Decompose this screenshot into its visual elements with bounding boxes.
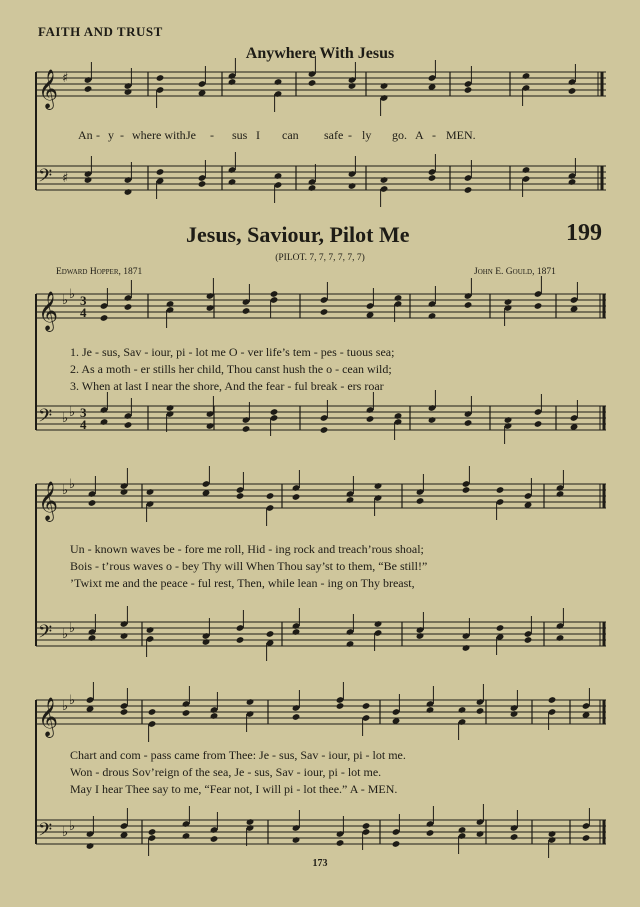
bass-clef-icon: 𝄢 — [38, 406, 53, 431]
notehead — [346, 640, 355, 648]
notehead — [198, 180, 207, 188]
notehead — [464, 419, 473, 427]
notehead — [458, 706, 467, 714]
notehead — [428, 174, 437, 182]
notehead — [228, 78, 237, 86]
notehead — [496, 624, 505, 632]
notehead — [534, 302, 543, 310]
verse-2-line-1: 2. As a moth - er stills her child, Thou canst hush the o - cean wild; — [70, 362, 392, 376]
notehead — [336, 702, 345, 710]
notehead — [392, 840, 401, 848]
notehead — [394, 412, 403, 420]
notehead — [346, 496, 355, 504]
lyric-syllable: sus — [232, 128, 248, 142]
lyric-syllable: ly — [362, 128, 372, 142]
notehead — [496, 486, 505, 494]
notehead — [524, 636, 533, 644]
lyric-syllable: can — [282, 128, 299, 142]
notehead — [236, 492, 245, 500]
notehead — [522, 166, 531, 174]
time-signature: 3 — [80, 405, 87, 420]
flat-icon: ♭ — [69, 693, 76, 708]
lyric-syllable: - — [120, 128, 124, 142]
notehead — [348, 82, 357, 90]
notehead — [124, 303, 133, 311]
notehead — [380, 176, 389, 184]
treble-clef-icon: 𝄞 — [38, 69, 59, 109]
notehead — [476, 707, 485, 715]
notehead — [374, 482, 383, 490]
notehead — [228, 178, 237, 186]
treble-clef-icon: 𝄞 — [38, 481, 59, 521]
notehead — [416, 632, 425, 640]
treble-clef-icon: 𝄞 — [38, 291, 59, 331]
notehead — [362, 822, 371, 830]
notehead — [504, 416, 513, 424]
notehead — [86, 842, 95, 850]
verse-2-line-3: Won - drous Sov’reign of the sea, Je - sus, Sav - iour, pi - lot me. — [70, 765, 382, 779]
verse-3-line-2: ’Twixt me and the peace - ful rest, Then, while lean - ing on Thy breast, — [70, 576, 415, 590]
sharp-icon: ♯ — [62, 171, 69, 186]
bass-clef-icon: 𝄢 — [38, 166, 53, 191]
notehead — [120, 488, 129, 496]
lyric-syllable: go. — [392, 128, 407, 142]
notehead — [146, 626, 155, 634]
verse-3-line-3: May I hear Thee say to me, “Fear not, I will pi - lot thee.” A - MEN. — [70, 782, 398, 796]
notehead — [522, 72, 531, 80]
tune-meter: (PILOT. 7, 7, 7, 7, 7, 7) — [275, 253, 365, 263]
flat-icon: ♭ — [69, 819, 76, 834]
notehead — [202, 638, 211, 646]
notehead — [88, 499, 97, 507]
notehead — [236, 636, 245, 644]
verse-3-line-1: 3. When at last I near the shore, And the fear - ful break - ers roar — [70, 379, 384, 393]
notehead — [320, 308, 329, 316]
lyric-syllable: y — [108, 128, 114, 142]
notehead — [270, 408, 279, 416]
notehead — [146, 488, 155, 496]
notehead — [88, 634, 97, 642]
notehead — [568, 178, 577, 186]
notehead — [366, 415, 375, 423]
notehead — [210, 835, 219, 843]
notehead — [308, 79, 317, 87]
notehead — [206, 422, 215, 430]
notehead — [426, 706, 435, 714]
notehead — [428, 416, 437, 424]
notehead — [416, 497, 425, 505]
notehead — [242, 425, 251, 433]
notehead — [428, 312, 437, 320]
verse-2-line-2: Bois - t’rous waves o - bey Thy will When Thou say’st to them, “Be still!” — [70, 559, 428, 573]
notehead — [124, 188, 133, 196]
notehead — [274, 78, 283, 86]
notehead — [84, 176, 93, 184]
time-signature: 3 — [80, 293, 87, 308]
composer-credit: John E. Gould, 1871 — [474, 267, 556, 277]
notehead — [394, 294, 403, 302]
flat-icon: ♭ — [69, 287, 76, 302]
notehead — [148, 708, 157, 716]
notehead — [336, 839, 345, 847]
flat-icon: ♭ — [62, 411, 69, 426]
flat-icon: ♭ — [62, 483, 69, 498]
lyric-syllable: - — [210, 128, 214, 142]
lyric-syllable: I — [256, 128, 260, 142]
notehead — [266, 492, 275, 500]
notehead — [292, 713, 301, 721]
notehead — [320, 426, 329, 434]
lyric-syllable: - — [432, 128, 436, 142]
notehead — [362, 702, 371, 710]
notehead — [270, 290, 279, 298]
verse-1-line-3: Chart and com - pass came from Thee: Je - sus, Sav - iour, pi - lot me. — [70, 748, 406, 762]
section-header: FAITH AND TRUST — [38, 24, 163, 39]
bass-clef-icon: 𝄢 — [38, 820, 53, 845]
lyric-syllable: safe — [324, 128, 344, 142]
flat-icon: ♭ — [62, 699, 69, 714]
notehead — [120, 632, 129, 640]
lyric-syllable: A — [415, 128, 424, 142]
bass-clef-icon: 𝄢 — [38, 622, 53, 647]
notehead — [548, 696, 557, 704]
verse-1-line-1: 1. Je - sus, Sav - iour, pi - lot me O - ver life’s tem - pes - tuous sea; — [70, 345, 395, 359]
notehead — [462, 644, 471, 652]
notehead — [182, 709, 191, 717]
notehead — [426, 829, 435, 837]
notehead — [458, 826, 467, 834]
lyric-syllable: An — [78, 128, 93, 142]
hymn-number: 199 — [566, 220, 602, 246]
flat-icon: ♭ — [69, 405, 76, 420]
notehead — [124, 88, 133, 96]
notehead — [84, 85, 93, 93]
notehead — [380, 82, 389, 90]
flat-icon: ♭ — [69, 477, 76, 492]
notehead — [206, 304, 215, 312]
flat-icon: ♭ — [62, 627, 69, 642]
lyric-syllable: MEN. — [446, 128, 476, 142]
notehead — [156, 168, 165, 176]
amen-hymn-title: Anywhere With Jesus — [245, 45, 395, 62]
notehead — [464, 301, 473, 309]
notehead — [166, 300, 175, 308]
notehead — [476, 830, 485, 838]
notehead — [464, 86, 473, 94]
lyric-syllable: where with — [132, 128, 186, 142]
notehead — [210, 712, 219, 720]
lyric-syllable: - — [96, 128, 100, 142]
time-signature: 4 — [80, 305, 87, 320]
notehead — [156, 74, 165, 82]
notehead — [266, 630, 275, 638]
notehead — [582, 834, 591, 842]
notehead — [504, 298, 513, 306]
verse-1-line-2: Un - known waves be - fore me roll, Hid - ing rock and treach’rous shoal; — [70, 542, 424, 556]
notehead — [246, 818, 255, 826]
notehead — [166, 404, 175, 412]
notehead — [242, 307, 251, 315]
notehead — [374, 620, 383, 628]
notehead — [534, 420, 543, 428]
notehead — [182, 832, 191, 840]
notehead — [556, 490, 565, 498]
notehead — [246, 698, 255, 706]
notehead — [124, 421, 133, 429]
notehead — [148, 828, 157, 836]
time-signature: 4 — [80, 417, 87, 432]
notehead — [568, 87, 577, 95]
notehead — [308, 184, 317, 192]
notehead — [274, 172, 283, 180]
page-number: 173 — [312, 858, 328, 869]
notehead — [100, 314, 109, 322]
hymn-title: Jesus, Saviour, Pilot Me — [186, 222, 410, 247]
notehead — [100, 418, 109, 426]
notehead — [348, 182, 357, 190]
flat-icon: ♭ — [69, 621, 76, 636]
notehead — [510, 833, 519, 841]
flat-icon: ♭ — [62, 825, 69, 840]
notehead — [120, 708, 129, 716]
notehead — [548, 830, 557, 838]
treble-clef-icon: 𝄞 — [38, 697, 59, 737]
notehead — [464, 186, 473, 194]
lyric-syllable: - — [348, 128, 352, 142]
notehead — [510, 710, 519, 718]
lyric-syllable: Je — [186, 128, 196, 142]
notehead — [462, 486, 471, 494]
notehead — [292, 493, 301, 501]
author-credit: Edward Hopper, 1871 — [56, 267, 143, 277]
notehead — [292, 836, 301, 844]
sharp-icon: ♯ — [62, 71, 69, 86]
flat-icon: ♭ — [62, 293, 69, 308]
notehead — [556, 634, 565, 642]
notehead — [292, 628, 301, 636]
